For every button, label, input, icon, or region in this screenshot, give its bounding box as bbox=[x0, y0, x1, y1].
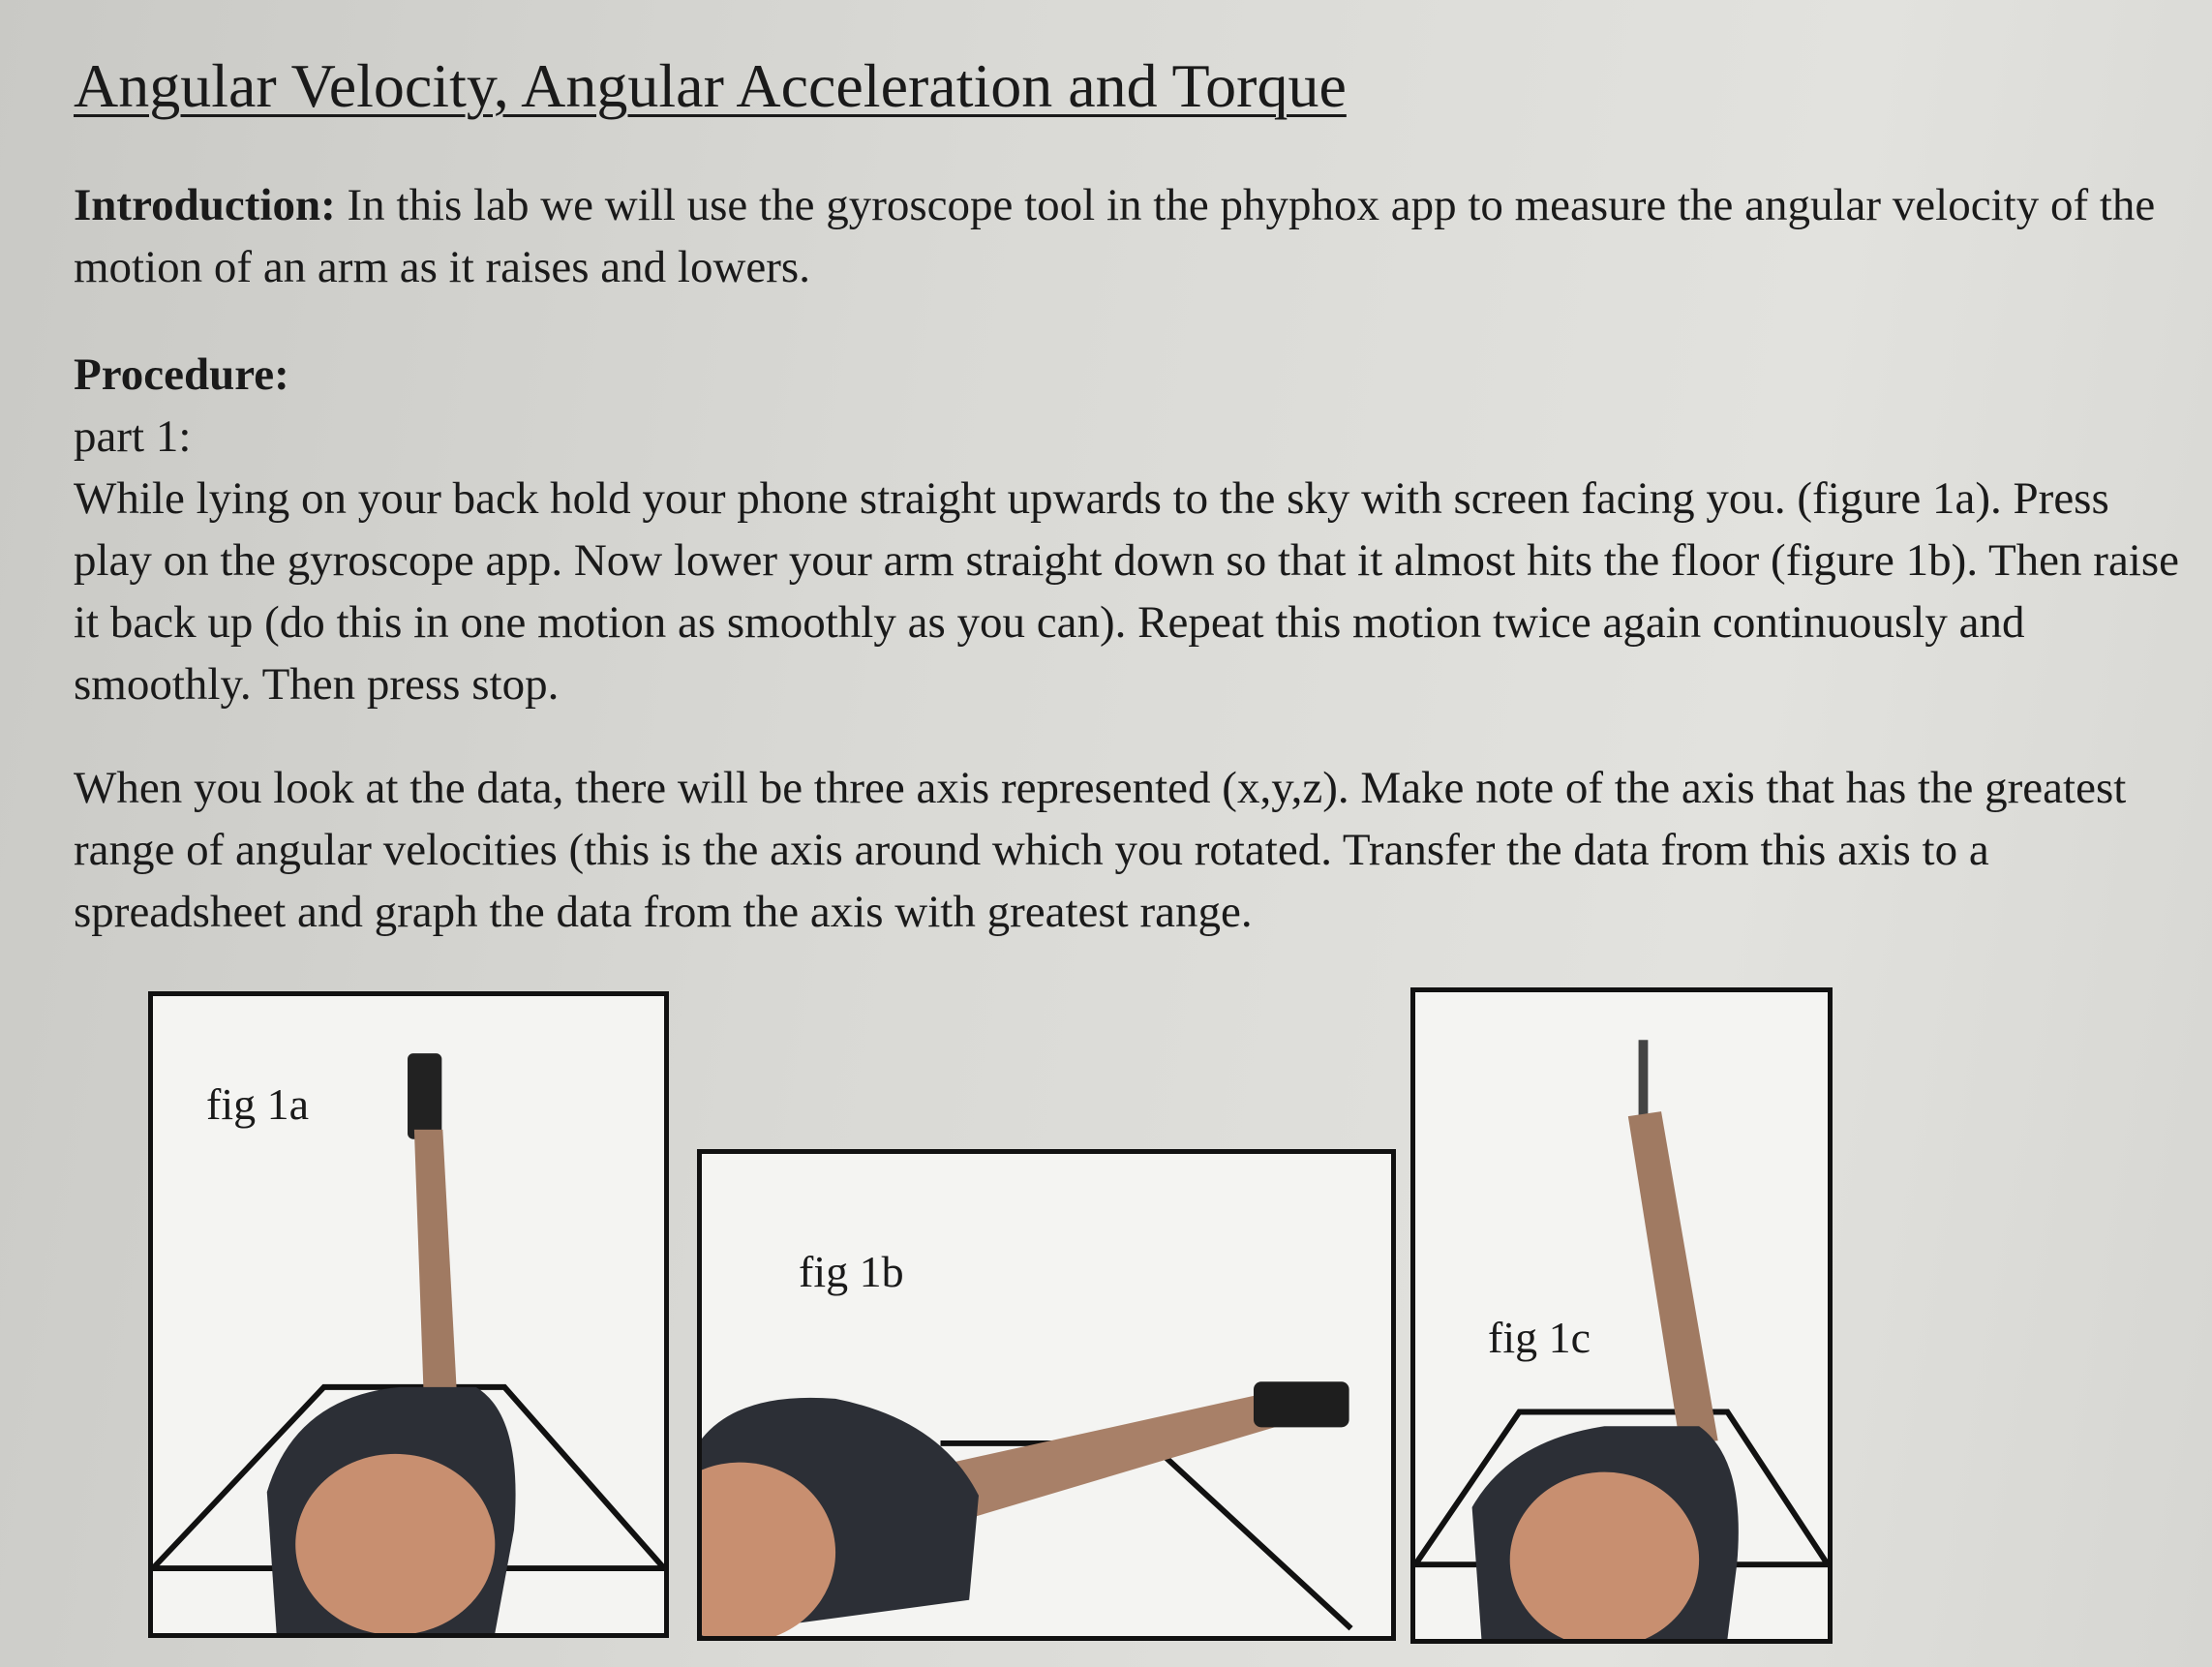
person-arm-raised-image bbox=[1415, 992, 1828, 1639]
procedure-section bbox=[74, 344, 2184, 715]
figure-1c-label: fig 1c bbox=[1488, 1313, 1591, 1362]
figure-1a-label: fig 1a bbox=[206, 1079, 310, 1129]
figure-1a bbox=[148, 991, 669, 1638]
figure-1b bbox=[697, 1149, 1396, 1641]
part-label: part 1: bbox=[74, 411, 192, 462]
data-paragraph: When you look at the data, there will be three axis represented (x,y,z). Make note of the axis that has the greatest range of angular velocities (this is the axis around which you rotated. Transfer the data from this axis to a spreadsheet and graph the data from the axis with greatest range. bbox=[74, 763, 2127, 937]
figure-1c bbox=[1410, 987, 1833, 1644]
page-title: Angular Velocity, Angular Acceleration and Torque bbox=[74, 51, 1347, 120]
figure-1b-label: fig 1b bbox=[799, 1247, 904, 1296]
introduction-paragraph bbox=[74, 174, 2184, 298]
procedure-label: Procedure: bbox=[74, 349, 289, 400]
person-arm-lowered-image bbox=[702, 1154, 1391, 1636]
introduction-label: Introduction: bbox=[74, 180, 336, 230]
procedure-text: While lying on your back hold your phone straight upwards to the sky with screen facing you. (figure 1a). Press play on the gyroscope app. Now lower your arm straight down so that it almost hits the floor (figure 1b). Then raise it back up (do this in one motion as smoothly as you can). Repeat this motion twice again continuously and smoothly. Then press stop. bbox=[74, 473, 2180, 710]
introduction-text: In this lab we will use the gyroscope tool in the phyphox app to measure the angular velocity of the motion of an arm as it raises and lowers. bbox=[74, 180, 2156, 292]
